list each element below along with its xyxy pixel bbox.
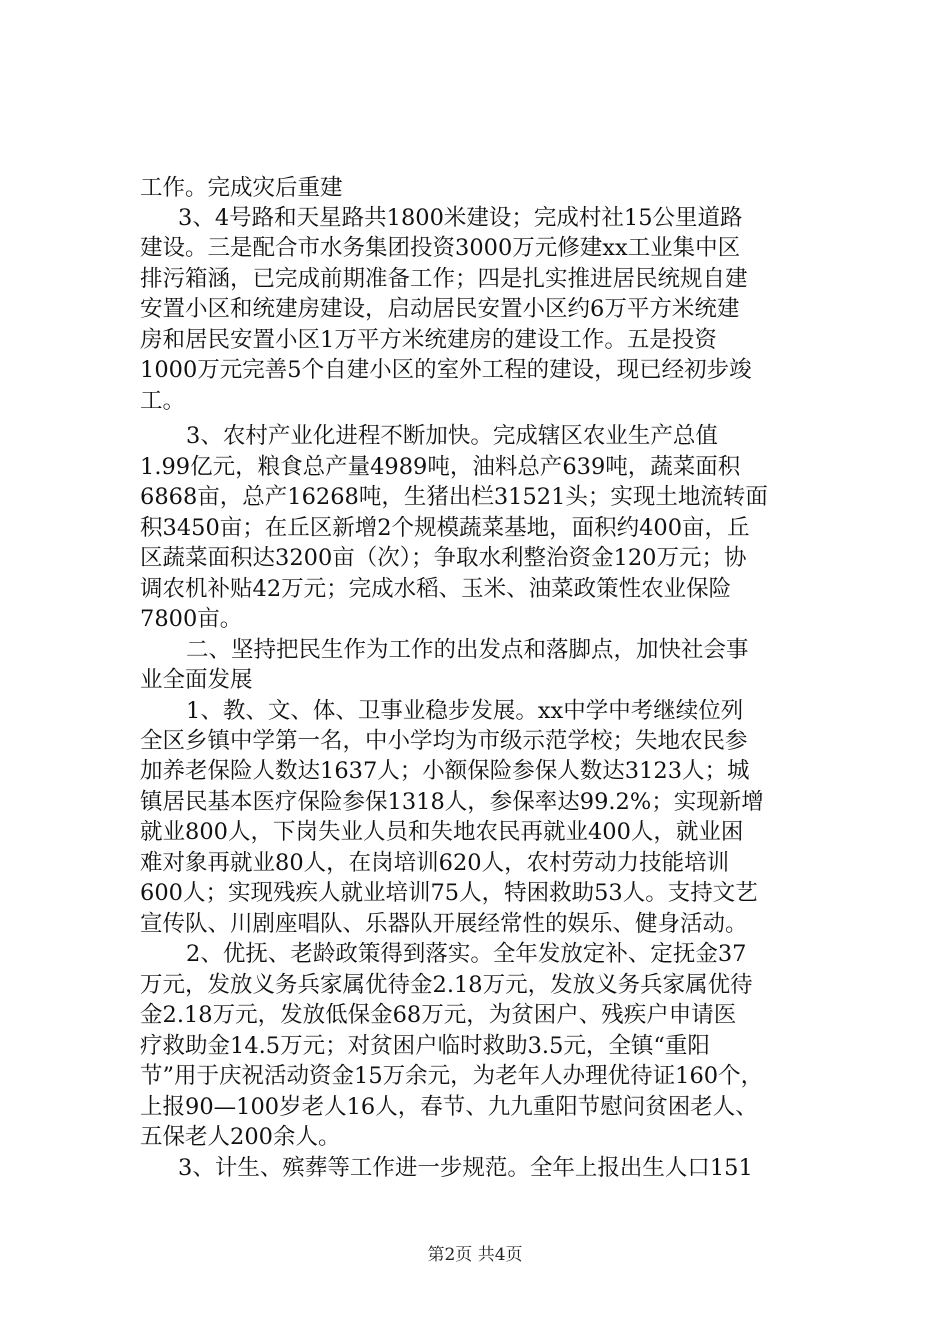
text-line: 难对象再就业80人，在岗培训620人，农村劳动力技能培训: [140, 850, 730, 876]
text-line: 排污箱涵，已完成前期准备工作；四是扎实推进居民统规自建: [140, 266, 748, 292]
text-line: 就业800人，下岗失业人员和失地农民再就业400人，就业困: [140, 819, 744, 845]
text-line: 加养老保险人数达1637人；小额保险参保人数达3123人；城: [140, 758, 750, 784]
text-line: 镇居民基本医疗保险参保1318人，参保率达99.2%；实现新增: [140, 789, 764, 815]
text-line: 7800亩。: [140, 606, 243, 632]
text-line: 3、计生、殡葬等工作进一步规范。全年上报出生人口151: [178, 1155, 753, 1181]
text-line: 1.99亿元，粮食总产量4989吨，油料总产639吨，蔬菜面积: [140, 454, 741, 480]
text-line: 节”用于庆祝活动资金15万余元，为老年人办理优待证160个，: [140, 1063, 764, 1089]
text-line: 二、坚持把民生作为工作的出发点和落脚点，加快社会事: [186, 637, 749, 663]
text-line: 宣传队、川剧座唱队、乐器队开展经常性的娱乐、健身活动。: [140, 911, 748, 937]
text-line: 3、农村产业化进程不断加快。完成辖区农业生产总值: [186, 423, 718, 449]
text-line: 上报90—100岁老人16人，春节、九九重阳节慰问贫困老人、: [140, 1094, 758, 1120]
text-line: 600人；实现残疾人就业培训75人，特困救助53人。支持文艺: [140, 880, 758, 906]
text-line: 1、教、文、体、卫事业稳步发展。xx中学中考继续位列: [186, 698, 744, 724]
text-line: 工作。完成灾后重建: [140, 175, 343, 201]
text-line: 6868亩，总产16268吨，生猪出栏31521头；实现土地流转面: [140, 484, 768, 510]
text-line: 业全面发展: [140, 667, 253, 693]
text-line: 金2.18万元，发放低保金68万元，为贫困户、残疾户申请医: [140, 1002, 737, 1028]
text-line: 工。: [140, 388, 186, 414]
text-line: 建设。三是配合市水务集团投资3000万元修建xx工业集中区: [140, 235, 741, 261]
text-line: 万元，发放义务兵家属优待金2.18万元，发放义务兵家属优待: [140, 972, 753, 998]
text-line: 房和居民安置小区1万平方米统建房的建设工作。五是投资: [140, 327, 717, 353]
text-line: 调农机补贴42万元；完成水稻、玉米、油菜政策性农业保险: [140, 576, 732, 602]
text-line: 疗救助金14.5万元；对贫困户临时救助3.5元，全镇“重阳: [140, 1033, 710, 1059]
page-number-footer: 第2页 共4页: [427, 1245, 523, 1265]
text-line: 2、优抚、老龄政策得到落实。全年发放定补、定抚金37: [186, 941, 747, 967]
text-line: 全区乡镇中学第一名，中小学均为市级示范学校；失地农民参: [140, 728, 748, 754]
text-line: 积3450亩；在丘区新增2个规模蔬菜基地，面积约400亩，丘: [140, 515, 750, 541]
text-line: 五保老人200余人。: [140, 1124, 341, 1150]
text-line: 1000万元完善5个自建小区的室外工程的建设，现已经初步竣: [140, 357, 752, 383]
text-line: 区蔬菜面积达3200亩（次）；争取水利整治资金120万元；协: [140, 545, 747, 571]
text-line: 安置小区和统建房建设，启动居民安置小区约6万平方米统建: [140, 296, 740, 322]
text-line: 3、4号路和天星路共1800米建设；完成村社15公里道路: [178, 205, 743, 231]
